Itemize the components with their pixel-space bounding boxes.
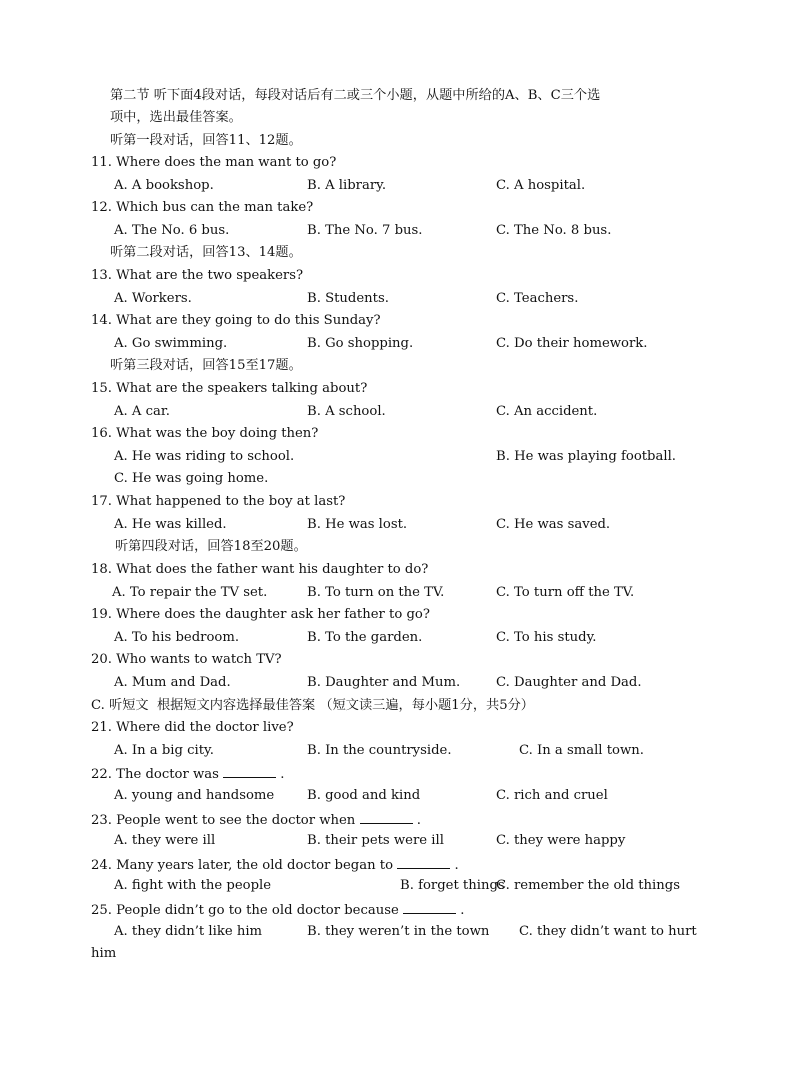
question-19-stem: 19. Where does the daughter ask her father to go? (91, 607, 430, 622)
question-23-option-a: A. they were ill (114, 833, 216, 848)
question-14-option-b: B. Go shopping. (307, 336, 414, 351)
question-18-option-c: C. To turn off the TV. (496, 585, 635, 600)
question-22-stem-tail: . (280, 767, 285, 782)
question-22-option-c: C. rich and cruel (496, 788, 608, 803)
section-2-heading-line1: 第二节 听下面4段对话，每段对话后有二或三个小题，从题中所给的A、B、C三个选 (110, 88, 601, 103)
dialogue-1-intro: 听第一段对话，回答11、12题。 (110, 133, 302, 148)
question-24-stem-text: 24. Many years later, the old doctor began to (91, 858, 394, 873)
dialogue-3-intro: 听第三段对话，回答15至17题。 (110, 358, 302, 373)
question-18-option-b: B. To turn on the TV. (307, 585, 445, 600)
question-15-option-c: C. An accident. (496, 404, 598, 419)
question-23-stem-tail: . (416, 813, 421, 828)
question-19-option-c: C. To his study. (496, 630, 597, 645)
question-17-option-c: C. He was saved. (496, 517, 611, 532)
question-20-option-a: A. Mum and Dad. (114, 675, 231, 690)
question-22-option-a: A. young and handsome (114, 788, 275, 803)
question-16-stem: 16. What was the boy doing then? (91, 426, 319, 441)
question-15-option-b: B. A school. (307, 404, 386, 419)
question-25-option-c-continued: him (91, 946, 117, 961)
question-21-option-c: C. In a small town. (519, 743, 644, 758)
question-17-stem: 17. What happened to the boy at last? (91, 494, 346, 509)
question-23-option-c: C. they were happy (496, 833, 626, 848)
question-11-option-c: C. A hospital. (496, 178, 586, 193)
question-12-option-b: B. The No. 7 bus. (307, 223, 423, 238)
section-2-heading-line2: 项中，选出最佳答案。 (110, 110, 242, 125)
question-15-stem: 15. What are the speakers talking about? (91, 381, 368, 396)
question-19-option-a: A. To his bedroom. (114, 630, 240, 645)
question-18-stem: 18. What does the father want his daughter to do? (91, 562, 429, 577)
answer-blank (360, 810, 413, 824)
question-17-option-b: B. He was lost. (307, 517, 408, 532)
question-23-stem-text: 23. People went to see the doctor when (91, 813, 356, 828)
question-23-stem (91, 810, 421, 828)
question-22-stem (91, 764, 284, 782)
question-20-option-c: C. Daughter and Dad. (496, 675, 642, 690)
question-15-option-a: A. A car. (114, 404, 170, 419)
question-11-option-a: A. A bookshop. (114, 178, 214, 193)
answer-blank (223, 764, 276, 778)
question-25-stem-tail: . (460, 903, 465, 918)
question-14-option-c: C. Do their homework. (496, 336, 648, 351)
question-21-option-a: A. In a big city. (114, 743, 214, 758)
answer-blank (403, 900, 456, 914)
question-13-option-c: C. Teachers. (496, 291, 579, 306)
question-13-option-b: B. Students. (307, 291, 389, 306)
question-22-option-b: B. good and kind (307, 788, 421, 803)
question-16-option-c: C. He was going home. (114, 471, 269, 486)
question-20-option-b: B. Daughter and Mum. (307, 675, 461, 690)
section-c-heading: C. 听短文 根据短文内容选择最佳答案 （短文读三遍，每小题1分，共5分） (91, 698, 534, 713)
question-11-stem: 11. Where does the man want to go? (91, 155, 337, 170)
question-14-stem: 14. What are they going to do this Sunday? (91, 313, 381, 328)
question-24-option-b: B. forget things (400, 878, 505, 893)
question-16-option-a: A. He was riding to school. (114, 449, 295, 464)
question-25-option-b: B. they weren’t in the town (307, 924, 490, 939)
dialogue-4-intro: 听第四段对话，回答18至20题。 (115, 539, 307, 554)
question-25-stem (91, 900, 464, 918)
question-20-stem: 20. Who wants to watch TV? (91, 652, 282, 667)
question-21-option-b: B. In the countryside. (307, 743, 452, 758)
dialogue-2-intro: 听第二段对话，回答13、14题。 (110, 245, 302, 260)
question-25-stem-text: 25. People didn’t go to the old doctor because (91, 903, 399, 918)
question-19-option-b: B. To the garden. (307, 630, 423, 645)
question-24-stem-tail: . (454, 858, 459, 873)
question-12-option-c: C. The No. 8 bus. (496, 223, 612, 238)
question-18-option-a: A. To repair the TV set. (112, 585, 268, 600)
question-25-option-c: C. they didn’t want to hurt (519, 924, 697, 939)
question-25-option-a: A. they didn’t like him (114, 924, 263, 939)
question-24-option-c: C. remember the old things (496, 878, 680, 893)
question-12-stem: 12. Which bus can the man take? (91, 200, 314, 215)
question-14-option-a: A. Go swimming. (114, 336, 228, 351)
question-24-option-a: A. fight with the people (114, 878, 272, 893)
question-23-option-b: B. their pets were ill (307, 833, 444, 848)
question-13-option-a: A. Workers. (114, 291, 192, 306)
question-24-stem (91, 855, 459, 873)
question-11-option-b: B. A library. (307, 178, 387, 193)
question-12-option-a: A. The No. 6 bus. (114, 223, 230, 238)
answer-blank (397, 855, 450, 869)
question-17-option-a: A. He was killed. (114, 517, 227, 532)
question-13-stem: 13. What are the two speakers? (91, 268, 304, 283)
question-21-stem: 21. Where did the doctor live? (91, 720, 294, 735)
question-16-option-b: B. He was playing football. (496, 449, 676, 464)
question-22-stem-text: 22. The doctor was (91, 767, 219, 782)
